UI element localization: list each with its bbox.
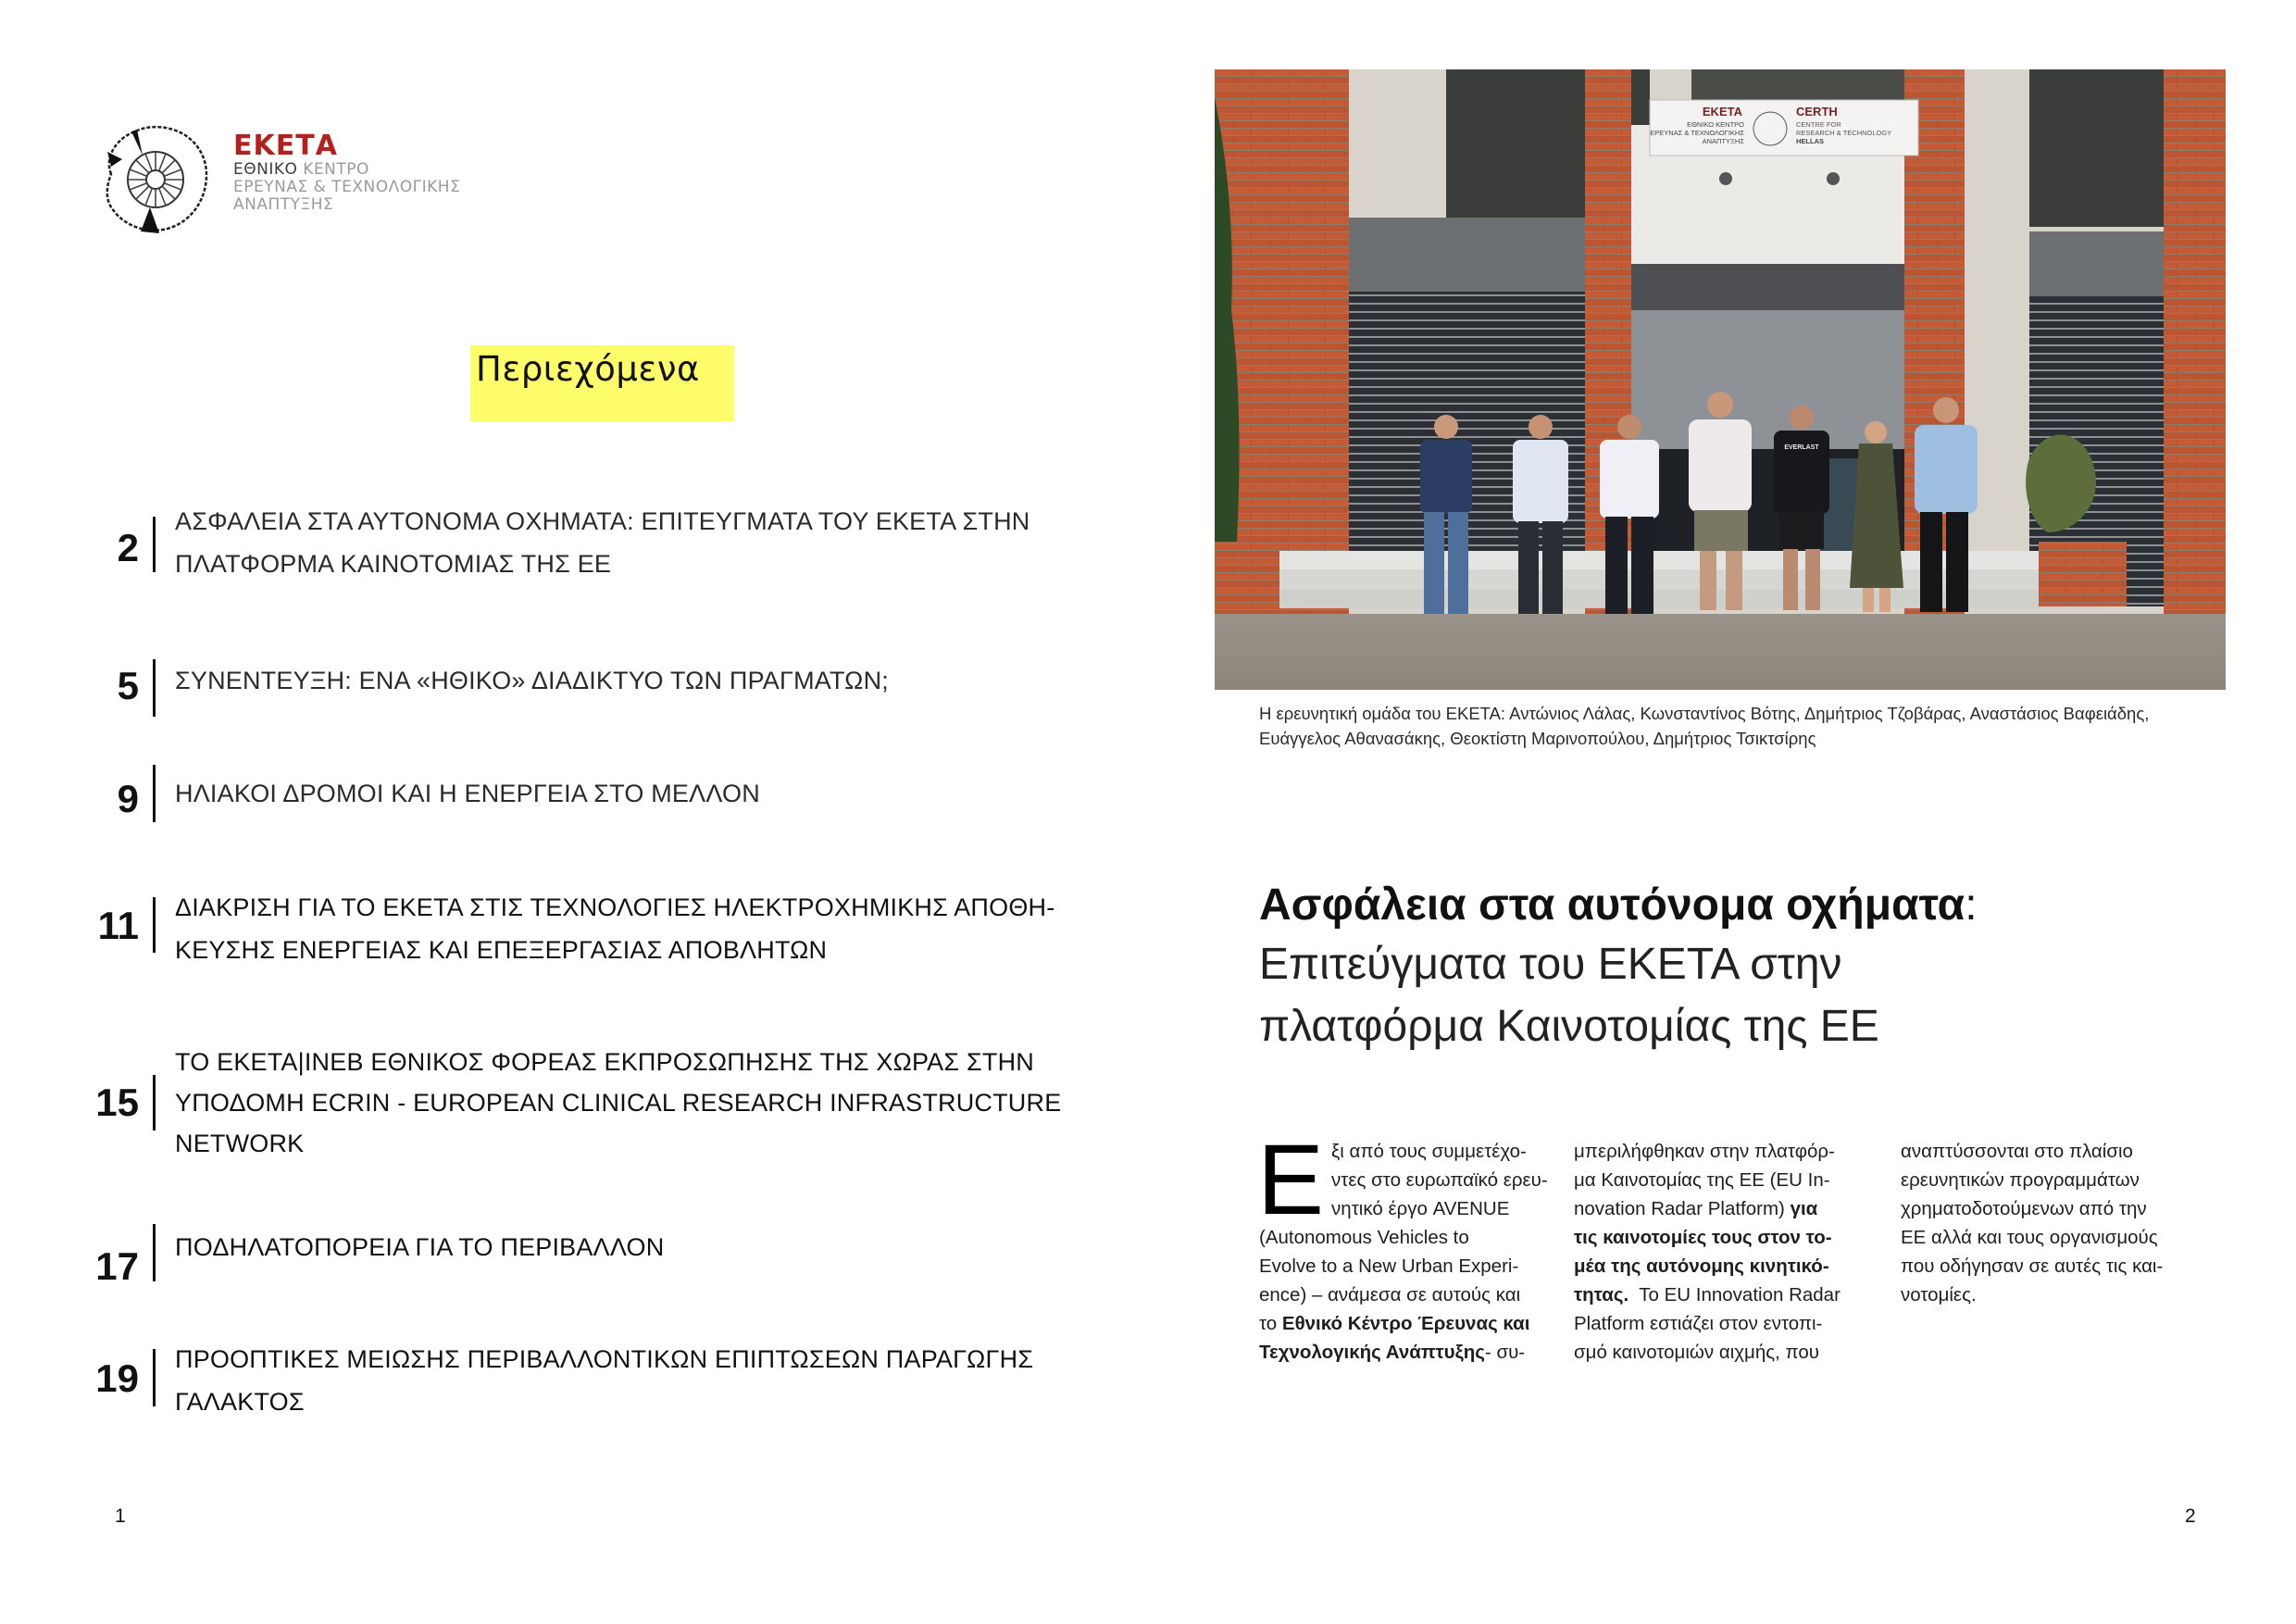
article-line: μπεριλήφθηκαν στην πλατφόρ- bbox=[1574, 1141, 1835, 1162]
page-number-left: 1 bbox=[115, 1505, 126, 1527]
rosette-emblem-icon bbox=[94, 119, 215, 239]
headline-subtitle-line: Επιτεύγματα του ΕΚΕΤΑ στην bbox=[1259, 940, 1842, 989]
article-line bbox=[1574, 1252, 1879, 1280]
article-line: (Autonomous Vehicles to bbox=[1259, 1227, 1469, 1248]
drop-cap: Ε bbox=[1257, 1123, 1325, 1235]
sign-certh: CERTH bbox=[1796, 105, 1838, 119]
toc-page-number: 15 bbox=[95, 1081, 139, 1124]
toc-divider bbox=[153, 1224, 156, 1281]
article-text: - συ- bbox=[1484, 1342, 1526, 1363]
article-line bbox=[1574, 1223, 1879, 1252]
logo-line-3: ΑΝΑΠΤΥΞΗΣ bbox=[233, 195, 334, 214]
toc-entry-line: ΗΛΙΑΚΟΙ ΔΡΟΜΟΙ ΚΑΙ Η ΕΝΕΡΓΕΙΑ ΣΤΟ ΜΕΛΛΟΝ bbox=[175, 780, 760, 807]
toc-title-highlight bbox=[470, 345, 734, 421]
article-line bbox=[1574, 1280, 1879, 1309]
team-photo bbox=[1215, 69, 2226, 690]
toc-entry-title bbox=[175, 772, 1101, 815]
article-line: νητικό έργο AVENUE bbox=[1331, 1198, 1510, 1219]
toc-entry-title bbox=[175, 659, 1101, 702]
toc-divider bbox=[153, 897, 156, 953]
article-line: Platform εστιάζει στον εντοπι- bbox=[1574, 1313, 1823, 1334]
toc-entry-line: ΠΟΔΗΛΑΤΟΠΟΡΕΙΑ ΓΙΑ ΤΟ ΠΕΡΙΒΑΛΛΟΝ bbox=[175, 1233, 665, 1261]
article-bold-text: Τεχνολογικής Ανάπτυξης bbox=[1259, 1342, 1485, 1363]
eketa-logo bbox=[94, 119, 483, 239]
article-line bbox=[1259, 1309, 1565, 1338]
article-line: ΕΕ αλλά και τους οργανισμούς bbox=[1901, 1227, 2158, 1248]
toc-page-number: 2 bbox=[117, 526, 139, 569]
article-bold-text: τις καινοτομίες τους στον το- bbox=[1574, 1227, 1832, 1248]
toc-entry-line: ΤΟ ΕΚΕΤΑ|ΙΝΕΒ ΕΘΝΙΚΟΣ ΦΟΡΕΑΣ ΕΚΠΡΟΣΩΠΗΣΗΣ ΤΗΣ ΧΩΡΑΣ ΣΤΗΝ bbox=[175, 1048, 1034, 1076]
toc-entry-line: ΔΙΑΚΡΙΣΗ ΓΙΑ ΤΟ ΕΚΕΤΑ ΣΤΙΣ ΤΕΧΝΟΛΟΓΙΕΣ ΗΛΕΚΤΡΟΧΗΜΙΚΗΣ ΑΠΟΘΗ- bbox=[175, 893, 1055, 921]
article-column-3 bbox=[1901, 1137, 2206, 1309]
photo-caption bbox=[1259, 701, 2240, 751]
article-line: μα Καινοτομίας της ΕΕ (EU In- bbox=[1574, 1169, 1830, 1191]
article-line: Evolve to a New Urban Experi- bbox=[1259, 1255, 1519, 1277]
logo-line-1 bbox=[233, 161, 460, 179]
sign-left-line: ΕΘΝΙΚΟ ΚΕΝΤΡΟ bbox=[1687, 120, 1744, 129]
article-line: ξι από τους συμμετέχο- bbox=[1331, 1141, 1527, 1162]
caption-line: Ευάγγελος Αθανασάκης, Θεοκτίστη Μαρινοπούλου, Δημήτριος Τσικτσίρης bbox=[1259, 729, 1816, 748]
article-text: Το EU Innovation Radar bbox=[1628, 1284, 1841, 1305]
sign-left-line: ΕΡΕΥΝΑΣ & ΤΕΧΝΟΛΟΓΙΚΗΣ bbox=[1650, 129, 1744, 137]
toc-page-number: 11 bbox=[97, 904, 139, 947]
toc-entry-line: ΠΛΑΤΦΟΡΜΑ ΚΑΙΝΟΤΟΜΙΑΣ ΤΗΣ ΕΕ bbox=[175, 550, 612, 578]
article-line: σμό καινοτομιών αιχμής, που bbox=[1574, 1342, 1819, 1363]
article-text: το bbox=[1259, 1313, 1282, 1334]
toc-page-number: 19 bbox=[95, 1356, 139, 1400]
right-page bbox=[1148, 0, 2296, 1624]
article-column-1 bbox=[1257, 1123, 1565, 1367]
article-headline bbox=[1259, 878, 2231, 1057]
toc-entry-title bbox=[175, 500, 1101, 585]
article-bold-text: μέα της αυτόνομης κινητικό- bbox=[1574, 1255, 1829, 1277]
caption-line: Η ερευνητική ομάδα του ΕΚΕΤΑ: Αντώνιος Λάλας, Κωνσταντίνος Βότης, Δημήτριος Τζοβάρας, Αναστάσιος Βαφειάδης, bbox=[1259, 704, 2150, 723]
headline-colon: : bbox=[1965, 881, 1978, 930]
article-line: ερευνητικών προγραμμάτων bbox=[1901, 1169, 2140, 1191]
logo-line-2: ΕΡΕΥΝΑΣ & ΤΕΧΝΟΛΟΓΙΚΗΣ bbox=[233, 178, 461, 196]
toc-entry-title bbox=[175, 1226, 1101, 1268]
article-line: που οδήγησαν σε αυτές τις και- bbox=[1901, 1255, 2164, 1277]
toc-divider bbox=[153, 1349, 156, 1406]
sign-right-line: HELLAS bbox=[1796, 137, 1824, 145]
toc-entry-line: ΚΕΥΣΗΣ ΕΝΕΡΓΕΙΑΣ ΚΑΙ ΕΠΕΞΕΡΓΑΣΙΑΣ ΑΠΟΒΛΗΤΩΝ bbox=[175, 936, 828, 964]
toc-entry-line: NETWORK bbox=[175, 1130, 305, 1157]
team-photo-illustration bbox=[1215, 69, 2226, 690]
article-line bbox=[1574, 1194, 1879, 1223]
logo-line-1-dark: ΕΘΝΙΚΟ bbox=[233, 160, 298, 179]
toc-page-number: 17 bbox=[95, 1244, 139, 1288]
sign-right-line: CENTRE FOR bbox=[1796, 120, 1841, 129]
toc-entry-title bbox=[175, 1338, 1101, 1423]
toc-page-number: 9 bbox=[117, 777, 139, 820]
article-line: ντες στο ευρωπαϊκό ερευ- bbox=[1331, 1169, 1548, 1191]
article-line: χρηματοδοτούμενων από την bbox=[1901, 1198, 2147, 1219]
toc-divider bbox=[153, 765, 156, 822]
article-bold-text: Εθνικό Κέντρο Έρευνας και bbox=[1281, 1313, 1530, 1334]
toc-entry-title bbox=[175, 886, 1101, 971]
toc-divider bbox=[153, 517, 156, 572]
toc-divider bbox=[153, 659, 156, 717]
toc-entry-line: ΠΡΟΟΠΤΙΚΕΣ ΜΕΙΩΣΗΣ ΠΕΡΙΒΑΛΛΟΝΤΙΚΩΝ ΕΠΙΠΤΩΣΕΩΝ ΠΑΡΑΓΩΓΗΣ bbox=[175, 1345, 1034, 1373]
article-line: αναπτύσσονται στο πλαίσιο bbox=[1901, 1141, 2133, 1162]
article-line: ence) – ανάμεσα σε αυτούς και bbox=[1259, 1284, 1521, 1305]
toc-divider bbox=[153, 1075, 156, 1131]
logo-acronym: ΕΚΕΤΑ bbox=[233, 130, 338, 162]
headline-bold-text: Ασφάλεια στα αυτόνομα οχήματα bbox=[1259, 881, 1965, 930]
sign-eketa: ΕΚΕΤΑ bbox=[1702, 105, 1742, 119]
toc-entry-line: ΣΥΝΕΝΤΕΥΞΗ: ΕΝΑ «ΗΘΙΚΟ» ΔΙΑΔΙΚΤΥΟ ΤΩΝ ΠΡΑΓΜΑΤΩΝ; bbox=[175, 667, 889, 694]
article-line bbox=[1259, 1338, 1565, 1367]
toc-entry-line: ΥΠΟΔΟΜΗ ECRIN - EUROPEAN CLINICAL RESEARCH INFRASTRUCTURE bbox=[175, 1089, 1062, 1117]
article-line: νοτομίες. bbox=[1901, 1284, 1977, 1305]
headline-bold-line bbox=[1259, 878, 2231, 933]
toc-entry-line: ΑΣΦΑΛΕΙΑ ΣΤΑ ΑΥΤΟΝΟΜΑ ΟΧΗΜΑΤΑ: ΕΠΙΤΕΥΓΜΑΤΑ ΤΟΥ ΕΚΕΤΑ ΣΤΗΝ bbox=[175, 507, 1030, 535]
shirt-text: EVERLAST bbox=[1784, 444, 1819, 451]
toc-entry-line: ΓΑΛΑΚΤΟΣ bbox=[175, 1388, 305, 1416]
article-text: novation Radar Platform) bbox=[1574, 1198, 1791, 1219]
toc-entry-title bbox=[175, 1042, 1101, 1164]
article-column-2 bbox=[1574, 1137, 1879, 1367]
headline-subtitle-line: πλατφόρμα Καινοτομίας της ΕΕ bbox=[1259, 1002, 1879, 1051]
sign-right-line: RESEARCH & TECHNOLOGY bbox=[1796, 129, 1892, 137]
sign-left-line: ΑΝΑΠΤΥΞΗΣ bbox=[1702, 137, 1744, 145]
article-bold-text: τητας. bbox=[1574, 1284, 1629, 1305]
logo-line-1-light: ΚΕΝΤΡΟ bbox=[297, 160, 369, 179]
toc-page-number: 5 bbox=[117, 664, 139, 707]
logo-wordmark bbox=[233, 131, 460, 214]
article-bold-text: για bbox=[1790, 1198, 1818, 1219]
toc-title: Περιεχόμενα bbox=[476, 349, 700, 389]
page-number-right: 2 bbox=[2185, 1505, 2196, 1527]
